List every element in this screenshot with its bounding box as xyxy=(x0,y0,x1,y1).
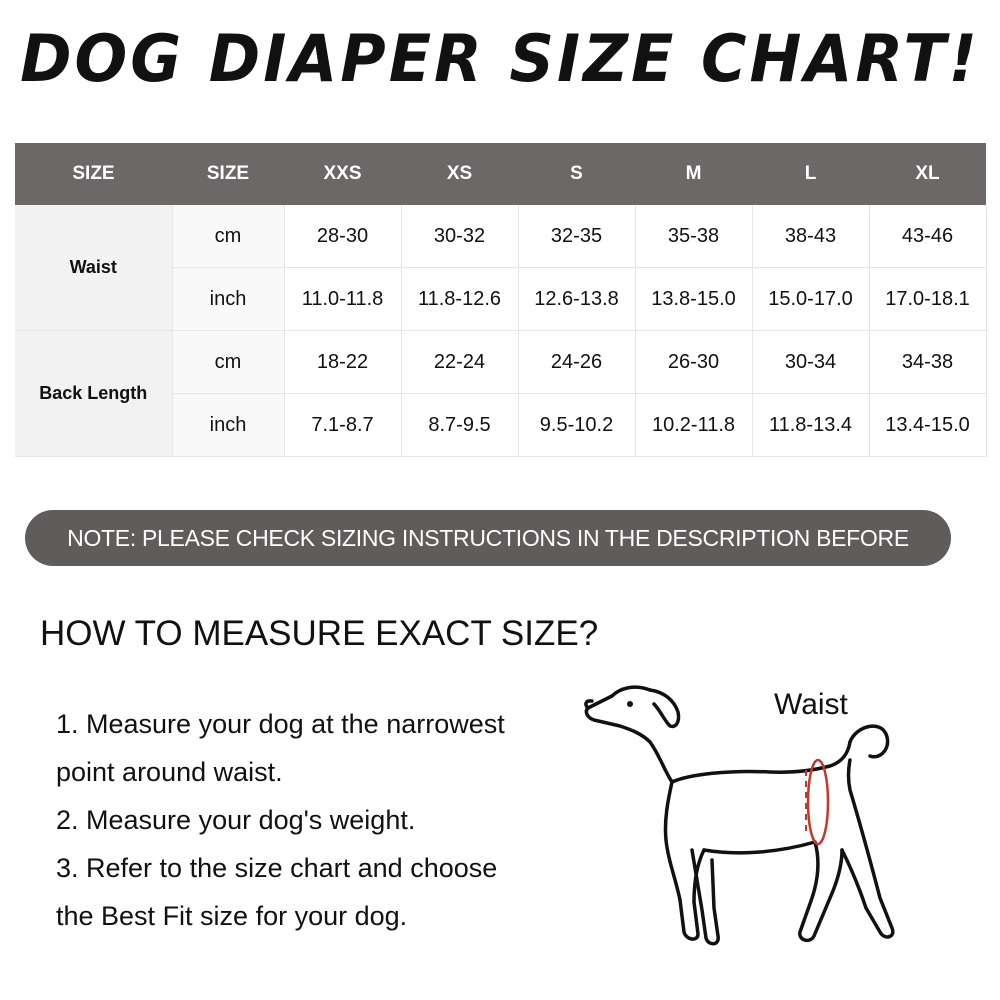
header-cell: L xyxy=(752,143,869,205)
header-cell: M xyxy=(635,143,752,205)
table-row xyxy=(15,331,986,394)
waist-row-label: Waist xyxy=(15,205,172,331)
how-to-measure-heading: HOW TO MEASURE EXACT SIZE? xyxy=(40,614,599,653)
back-length-row-label: Back Length xyxy=(15,331,172,457)
instruction-line: point around waist. xyxy=(56,757,283,787)
table-cell: 13.4-15.0 xyxy=(869,394,986,457)
table-cell: 35-38 xyxy=(635,205,752,268)
table-cell: 11.8-13.4 xyxy=(752,394,869,457)
table-cell: 26-30 xyxy=(635,331,752,394)
table-cell: 12.6-13.8 xyxy=(518,268,635,331)
table-row xyxy=(15,205,986,268)
table-cell: 11.8-12.6 xyxy=(401,268,518,331)
table-cell: 17.0-18.1 xyxy=(869,268,986,331)
unit-cell: cm xyxy=(172,205,284,268)
table-cell: 30-32 xyxy=(401,205,518,268)
table-cell: 11.0-11.8 xyxy=(284,268,401,331)
instruction-line: 3. Refer to the size chart and choose xyxy=(56,853,498,883)
header-cell: XXS xyxy=(284,143,401,205)
table-cell: 7.1-8.7 xyxy=(284,394,401,457)
table-cell: 32-35 xyxy=(518,205,635,268)
unit-cell: inch xyxy=(172,268,284,331)
table-cell: 22-24 xyxy=(401,331,518,394)
header-cell: SIZE xyxy=(15,143,172,205)
table-cell: 18-22 xyxy=(284,331,401,394)
table-header-row xyxy=(15,143,986,205)
table-cell: 15.0-17.0 xyxy=(752,268,869,331)
header-cell: XL xyxy=(869,143,986,205)
page-title: DOG DIAPER SIZE CHART! xyxy=(20,20,980,97)
instruction-steps xyxy=(56,700,576,940)
instruction-line: the Best Fit size for your dog. xyxy=(56,901,408,931)
table-cell: 24-26 xyxy=(518,331,635,394)
header-cell: S xyxy=(518,143,635,205)
header-cell: SIZE xyxy=(172,143,284,205)
table-cell: 8.7-9.5 xyxy=(401,394,518,457)
size-chart-table xyxy=(15,143,987,457)
table-cell: 43-46 xyxy=(869,205,986,268)
table-cell: 28-30 xyxy=(284,205,401,268)
table-cell: 13.8-15.0 xyxy=(635,268,752,331)
unit-cell: cm xyxy=(172,331,284,394)
waist-label: Waist xyxy=(774,688,848,721)
table-cell: 9.5-10.2 xyxy=(518,394,635,457)
table-cell: 38-43 xyxy=(752,205,869,268)
table-cell: 30-34 xyxy=(752,331,869,394)
instruction-line: 2. Measure your dog's weight. xyxy=(56,805,416,835)
table-cell: 10.2-11.8 xyxy=(635,394,752,457)
header-cell: XS xyxy=(401,143,518,205)
unit-cell: inch xyxy=(172,394,284,457)
instruction-line: 1. Measure your dog at the narrowest xyxy=(56,709,505,739)
note-banner: NOTE: PLEASE CHECK SIZING INSTRUCTIONS IN THE DESCRIPTION BEFORE ORDER xyxy=(25,510,951,566)
dog-outline-icon xyxy=(580,670,920,970)
table-cell: 34-38 xyxy=(869,331,986,394)
